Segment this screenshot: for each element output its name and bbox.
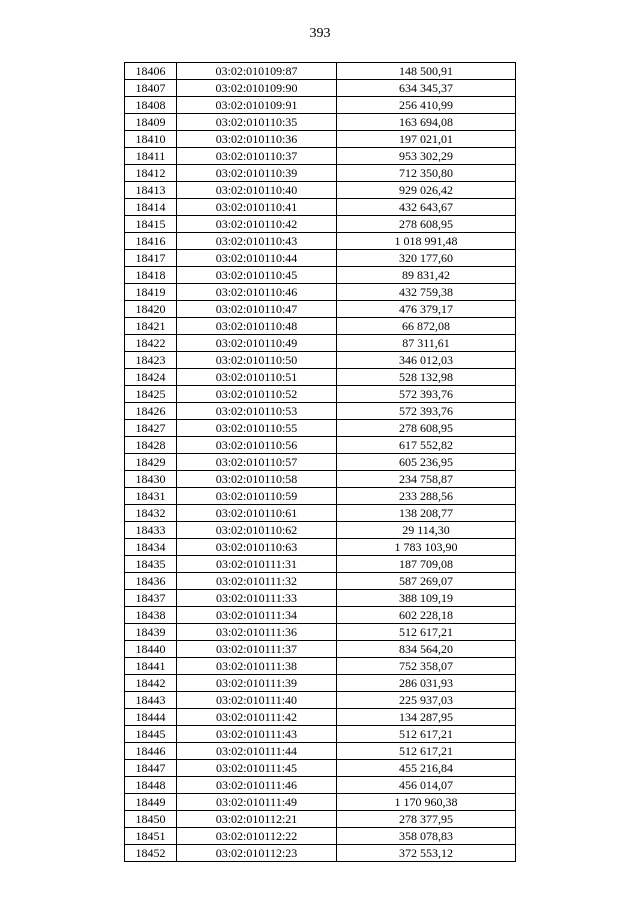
table-row [125,760,516,777]
cadastral-value-cell: 456 014,07 [337,777,516,794]
cadastral-number-cell: 03:02:010111:32 [177,573,337,590]
row-number-cell: 18428 [125,437,177,454]
row-number-cell: 18452 [125,845,177,862]
cadastral-value-cell: 148 500,91 [337,63,516,80]
cadastral-number-cell: 03:02:010110:43 [177,233,337,250]
table-row [125,403,516,420]
row-number-cell: 18437 [125,590,177,607]
cadastral-value-cell: 346 012,03 [337,352,516,369]
cadastral-value-cell: 1 783 103,90 [337,539,516,556]
row-number-cell: 18423 [125,352,177,369]
cadastral-value-cell: 528 132,98 [337,369,516,386]
cadastral-value-cell: 278 377,95 [337,811,516,828]
table-row [125,692,516,709]
row-number-cell: 18412 [125,165,177,182]
table-row [125,777,516,794]
cadastral-value-cell: 476 379,17 [337,301,516,318]
cadastral-number-cell: 03:02:010110:63 [177,539,337,556]
table-row [125,590,516,607]
table-row [125,216,516,233]
table-row [125,63,516,80]
cadastral-value-cell: 512 617,21 [337,726,516,743]
page-number: 393 [309,26,331,41]
row-number-cell: 18446 [125,743,177,760]
row-number-cell: 18447 [125,760,177,777]
table-row [125,437,516,454]
cadastral-value-cell: 163 694,08 [337,114,516,131]
cadastral-value-cell: 66 872,08 [337,318,516,335]
row-number-cell: 18441 [125,658,177,675]
row-number-cell: 18442 [125,675,177,692]
cadastral-number-cell: 03:02:010110:41 [177,199,337,216]
cadastral-value-cell: 512 617,21 [337,743,516,760]
row-number-cell: 18420 [125,301,177,318]
cadastral-value-cell: 29 114,30 [337,522,516,539]
row-number-cell: 18414 [125,199,177,216]
cadastral-number-cell: 03:02:010110:58 [177,471,337,488]
cadastral-number-cell: 03:02:010111:44 [177,743,337,760]
row-number-cell: 18435 [125,556,177,573]
cadastral-number-cell: 03:02:010111:43 [177,726,337,743]
table-row [125,607,516,624]
row-number-cell: 18416 [125,233,177,250]
table-row [125,658,516,675]
cadastral-number-cell: 03:02:010110:37 [177,148,337,165]
cadastral-number-cell: 03:02:010111:40 [177,692,337,709]
table-row [125,80,516,97]
row-number-cell: 18444 [125,709,177,726]
cadastral-value-cell: 278 608,95 [337,420,516,437]
cadastral-number-cell: 03:02:010111:31 [177,556,337,573]
cadastral-number-cell: 03:02:010110:44 [177,250,337,267]
cadastral-number-cell: 03:02:010110:57 [177,454,337,471]
row-number-cell: 18432 [125,505,177,522]
cadastral-number-cell: 03:02:010111:33 [177,590,337,607]
cadastral-number-cell: 03:02:010110:42 [177,216,337,233]
cadastral-number-cell: 03:02:010110:59 [177,488,337,505]
table-row [125,165,516,182]
cadastral-value-cell: 1 018 991,48 [337,233,516,250]
row-number-cell: 18419 [125,284,177,301]
table-body [125,63,516,862]
cadastral-number-cell: 03:02:010110:62 [177,522,337,539]
row-number-cell: 18430 [125,471,177,488]
row-number-cell: 18440 [125,641,177,658]
row-number-cell: 18417 [125,250,177,267]
row-number-cell: 18436 [125,573,177,590]
table-row [125,539,516,556]
cadastral-value-cell: 752 358,07 [337,658,516,675]
cadastral-number-cell: 03:02:010110:48 [177,318,337,335]
cadastral-number-cell: 03:02:010110:56 [177,437,337,454]
cadastral-number-cell: 03:02:010110:52 [177,386,337,403]
row-number-cell: 18415 [125,216,177,233]
row-number-cell: 18426 [125,403,177,420]
cadastral-number-cell: 03:02:010112:22 [177,828,337,845]
table-row [125,250,516,267]
cadastral-number-cell: 03:02:010110:55 [177,420,337,437]
cadastral-number-cell: 03:02:010111:49 [177,794,337,811]
table-row [125,811,516,828]
cadastral-value-cell: 278 608,95 [337,216,516,233]
cadastral-number-cell: 03:02:010110:47 [177,301,337,318]
row-number-cell: 18406 [125,63,177,80]
cadastral-value-cell: 134 287,95 [337,709,516,726]
row-number-cell: 18421 [125,318,177,335]
cadastral-value-cell: 138 208,77 [337,505,516,522]
table-row [125,845,516,862]
table-row [125,352,516,369]
table-row [125,97,516,114]
cadastral-value-table [124,62,516,862]
table-row [125,794,516,811]
table-row [125,182,516,199]
cadastral-number-cell: 03:02:010110:45 [177,267,337,284]
row-number-cell: 18425 [125,386,177,403]
table-row [125,420,516,437]
cadastral-value-cell: 512 617,21 [337,624,516,641]
cadastral-value-cell: 953 302,29 [337,148,516,165]
row-number-cell: 18434 [125,539,177,556]
cadastral-number-cell: 03:02:010110:51 [177,369,337,386]
cadastral-value-cell: 605 236,95 [337,454,516,471]
table-row [125,318,516,335]
cadastral-number-cell: 03:02:010109:90 [177,80,337,97]
cadastral-value-cell: 320 177,60 [337,250,516,267]
cadastral-value-cell: 432 759,38 [337,284,516,301]
cadastral-number-cell: 03:02:010111:39 [177,675,337,692]
table-row [125,522,516,539]
cadastral-value-cell: 256 410,99 [337,97,516,114]
cadastral-value-cell: 572 393,76 [337,386,516,403]
table-row [125,556,516,573]
row-number-cell: 18422 [125,335,177,352]
cadastral-value-cell: 455 216,84 [337,760,516,777]
table-row [125,641,516,658]
cadastral-value-cell: 617 552,82 [337,437,516,454]
cadastral-value-cell: 834 564,20 [337,641,516,658]
cadastral-number-cell: 03:02:010110:46 [177,284,337,301]
cadastral-number-cell: 03:02:010110:39 [177,165,337,182]
row-number-cell: 18439 [125,624,177,641]
cadastral-number-cell: 03:02:010111:46 [177,777,337,794]
row-number-cell: 18438 [125,607,177,624]
table-row [125,726,516,743]
cadastral-value-cell: 634 345,37 [337,80,516,97]
cadastral-number-cell: 03:02:010110:40 [177,182,337,199]
table-row [125,233,516,250]
row-number-cell: 18449 [125,794,177,811]
table-row [125,505,516,522]
cadastral-value-cell: 87 311,61 [337,335,516,352]
table-row [125,199,516,216]
cadastral-number-cell: 03:02:010111:42 [177,709,337,726]
table-row [125,675,516,692]
row-number-cell: 18431 [125,488,177,505]
cadastral-value-cell: 233 288,56 [337,488,516,505]
table-row [125,386,516,403]
table-row [125,471,516,488]
cadastral-value-cell: 225 937,03 [337,692,516,709]
table-row [125,369,516,386]
row-number-cell: 18448 [125,777,177,794]
row-number-cell: 18433 [125,522,177,539]
row-number-cell: 18429 [125,454,177,471]
cadastral-number-cell: 03:02:010111:45 [177,760,337,777]
cadastral-number-cell: 03:02:010109:91 [177,97,337,114]
cadastral-number-cell: 03:02:010110:35 [177,114,337,131]
table-row [125,284,516,301]
cadastral-value-cell: 929 026,42 [337,182,516,199]
table-row [125,573,516,590]
cadastral-value-cell: 572 393,76 [337,403,516,420]
table-row [125,131,516,148]
row-number-cell: 18451 [125,828,177,845]
row-number-cell: 18409 [125,114,177,131]
row-number-cell: 18443 [125,692,177,709]
table-row [125,301,516,318]
cadastral-number-cell: 03:02:010111:38 [177,658,337,675]
cadastral-value-cell: 234 758,87 [337,471,516,488]
cadastral-value-cell: 286 031,93 [337,675,516,692]
cadastral-number-cell: 03:02:010111:36 [177,624,337,641]
cadastral-number-cell: 03:02:010110:36 [177,131,337,148]
cadastral-value-cell: 1 170 960,38 [337,794,516,811]
row-number-cell: 18411 [125,148,177,165]
cadastral-value-cell: 602 228,18 [337,607,516,624]
row-number-cell: 18413 [125,182,177,199]
row-number-cell: 18450 [125,811,177,828]
cadastral-value-cell: 187 709,08 [337,556,516,573]
table-row [125,828,516,845]
table-row [125,488,516,505]
cadastral-number-cell: 03:02:010111:37 [177,641,337,658]
cadastral-number-cell: 03:02:010110:50 [177,352,337,369]
row-number-cell: 18445 [125,726,177,743]
table-row [125,709,516,726]
table-row [125,454,516,471]
row-number-cell: 18410 [125,131,177,148]
cadastral-value-cell: 358 078,83 [337,828,516,845]
row-number-cell: 18407 [125,80,177,97]
row-number-cell: 18424 [125,369,177,386]
cadastral-number-cell: 03:02:010112:21 [177,811,337,828]
cadastral-number-cell: 03:02:010110:49 [177,335,337,352]
cadastral-number-cell: 03:02:010110:53 [177,403,337,420]
cadastral-value-cell: 432 643,67 [337,199,516,216]
table-row [125,267,516,284]
row-number-cell: 18408 [125,97,177,114]
cadastral-value-cell: 712 350,80 [337,165,516,182]
cadastral-value-cell: 388 109,19 [337,590,516,607]
table-row [125,743,516,760]
cadastral-value-cell: 587 269,07 [337,573,516,590]
table-row [125,114,516,131]
cadastral-number-cell: 03:02:010110:61 [177,505,337,522]
row-number-cell: 18418 [125,267,177,284]
cadastral-number-cell: 03:02:010111:34 [177,607,337,624]
row-number-cell: 18427 [125,420,177,437]
cadastral-value-cell: 89 831,42 [337,267,516,284]
cadastral-number-cell: 03:02:010112:23 [177,845,337,862]
cadastral-value-cell: 372 553,12 [337,845,516,862]
table-row [125,624,516,641]
table-row [125,335,516,352]
table-row [125,148,516,165]
cadastral-value-cell: 197 021,01 [337,131,516,148]
cadastral-number-cell: 03:02:010109:87 [177,63,337,80]
